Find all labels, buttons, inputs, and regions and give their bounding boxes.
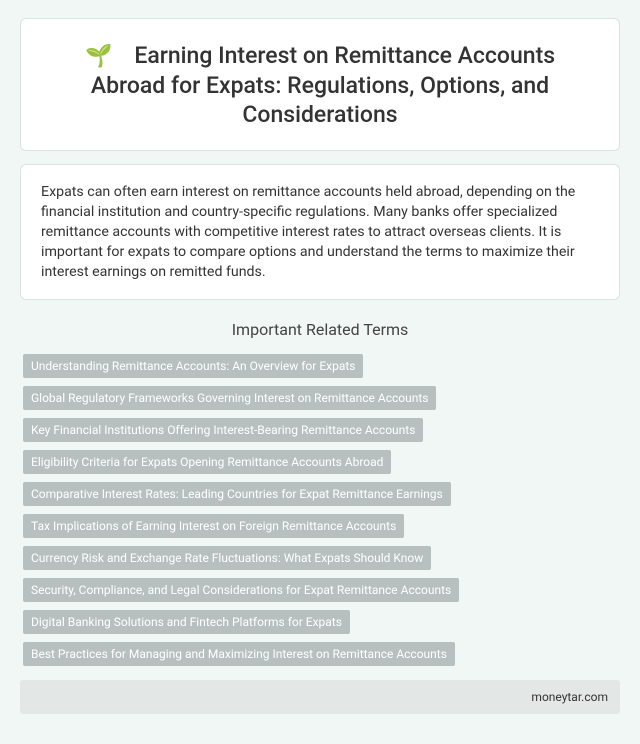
page-title-text: Earning Interest on Remittance Accounts Abroad for Expats: Regulations, Options, and Considerations xyxy=(90,41,556,128)
related-term-tag[interactable]: Digital Banking Solutions and Fintech Platforms for Expats xyxy=(23,610,350,634)
seedling-icon: 🌱 xyxy=(84,43,113,69)
related-terms-heading: Important Related Terms xyxy=(231,320,409,339)
related-term-tag[interactable]: Understanding Remittance Accounts: An Overview for Expats xyxy=(23,354,363,378)
related-term-tag[interactable]: Currency Risk and Exchange Rate Fluctuations: What Expats Should Know xyxy=(23,546,431,570)
related-terms-list xyxy=(23,354,459,674)
footer xyxy=(20,680,620,714)
footer-site[interactable]: moneytar.com xyxy=(531,690,608,704)
related-term-tag[interactable]: Tax Implications of Earning Interest on Foreign Remittance Accounts xyxy=(23,514,404,538)
page-title xyxy=(51,41,589,129)
related-term-tag[interactable]: Security, Compliance, and Legal Considerations for Expat Remittance Accounts xyxy=(23,578,459,602)
related-term-tag[interactable]: Eligibility Criteria for Expats Opening Remittance Accounts Abroad xyxy=(23,450,391,474)
related-term-tag[interactable]: Comparative Interest Rates: Leading Countries for Expat Remittance Earnings xyxy=(23,482,451,506)
title-card xyxy=(20,18,620,151)
related-term-tag[interactable]: Key Financial Institutions Offering Interest-Bearing Remittance Accounts xyxy=(23,418,423,442)
summary-text: Expats can often earn interest on remittance accounts held abroad, depending on the financial institution and country-specific regulations. Many banks offer specialized remittance accounts with competitive interest rates to attract overseas clients. It is important for expats to compare options and understand the terms to maximize their interest earnings on remitted funds. xyxy=(41,184,576,280)
summary-card xyxy=(20,164,620,300)
related-term-tag[interactable]: Global Regulatory Frameworks Governing Interest on Remittance Accounts xyxy=(23,386,436,410)
related-term-tag[interactable]: Best Practices for Managing and Maximizing Interest on Remittance Accounts xyxy=(23,642,455,666)
